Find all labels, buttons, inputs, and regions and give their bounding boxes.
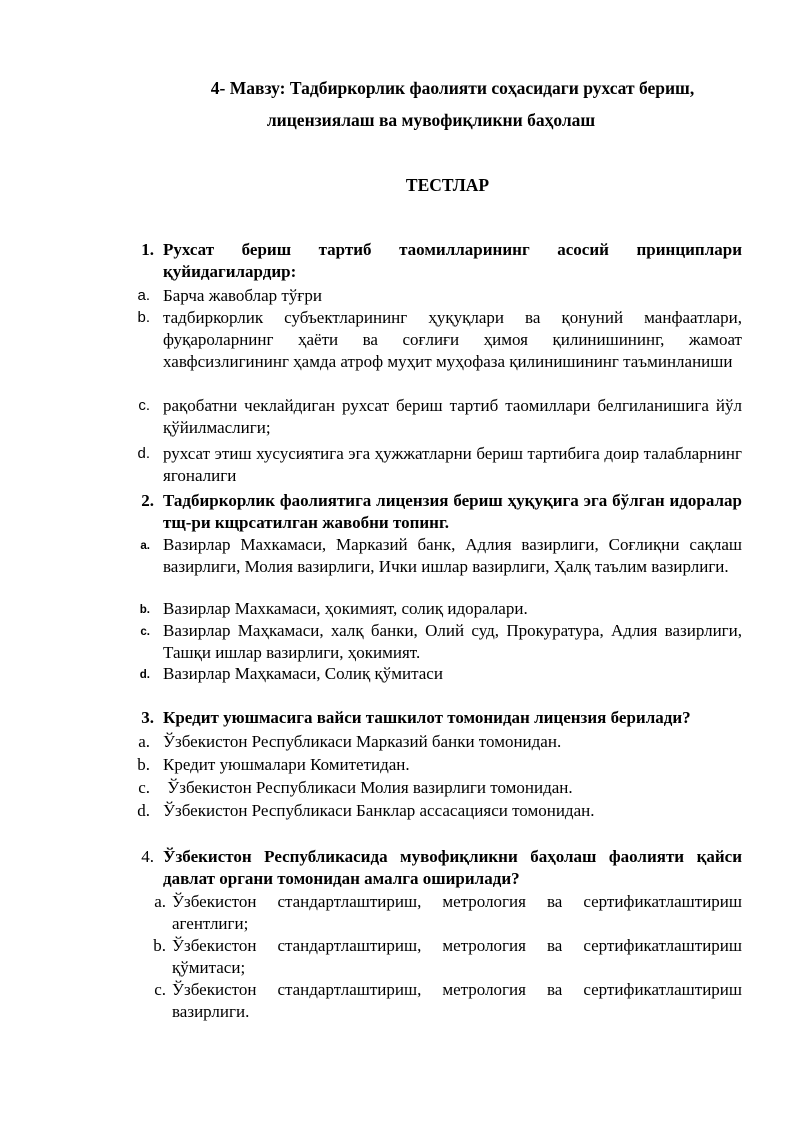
option-label: b. bbox=[137, 309, 150, 326]
document-title-line-2: лицензиялаш ва мувофиқликни баҳолаш bbox=[266, 110, 596, 130]
section-heading: ТЕСТЛАР bbox=[405, 175, 490, 195]
option-label: b. bbox=[137, 755, 150, 774]
option-label: c. bbox=[140, 626, 150, 638]
option-label: d. bbox=[139, 669, 150, 681]
question-number: 1. bbox=[141, 240, 154, 259]
option-label: b. bbox=[139, 604, 150, 616]
option-text: Ўзбекистон стандартлаштириш, метрология ва сертификатлаштириш вазирлиги. bbox=[172, 980, 742, 1021]
option-label: b. bbox=[153, 936, 166, 955]
question-text: Тадбиркорлик фаолиятига лицензия бериш ҳуқуқига эга бўлган идоралар тщ-ри кщрсатилган жавобни топинг. bbox=[163, 491, 742, 532]
option-text: Вазирлар Махкамаси, ҳокимият, солиқ идоралари. bbox=[163, 599, 528, 618]
option-label: d. bbox=[137, 801, 150, 820]
option-text: Вазирлар Маҳкамаси, Солиқ қўмитаси bbox=[163, 664, 443, 683]
option-text: Вазирлар Маҳкамаси, халқ банки, Олий суд, Прокуратура, Адлия вазирлиги, Ташқи ишлар вазирлиги, ҳокимият. bbox=[163, 621, 742, 662]
option-text: Ўзбекистон стандартлаштириш, метрология ва сертификатлаштириш агентлиги; bbox=[172, 892, 742, 933]
question-number: 2. bbox=[141, 491, 154, 510]
question-text: Кредит уюшмасига вайси ташкилот томонидан лицензия берилади? bbox=[163, 708, 691, 727]
option-text: Кредит уюшмалари Комитетидан. bbox=[163, 755, 410, 774]
option-text: Ўзбекистон Республикаси Марказий банки томонидан. bbox=[163, 732, 562, 751]
option-label: a. bbox=[138, 732, 150, 751]
option-text: Барча жавоблар тўғри bbox=[163, 286, 322, 305]
option-text: рухсат этиш хусусиятига эга ҳужжатларни бериш тартибига доир талабларнинг ягоналиги bbox=[163, 444, 742, 485]
option-label: c. bbox=[138, 397, 150, 414]
question-number: 3. bbox=[141, 708, 154, 727]
question-text: Рухсат бериш тартиб таомилларининг асосий принциплари қуйидагилардир: bbox=[163, 240, 742, 281]
option-label: a. bbox=[137, 287, 150, 304]
option-label: a. bbox=[140, 540, 150, 552]
question-number: 4. bbox=[141, 847, 154, 866]
option-label: c. bbox=[138, 778, 150, 797]
option-text: Ўзбекистон стандартлаштириш, метрология ва сертификатлаштириш қўмитаси; bbox=[172, 936, 742, 977]
option-text: рақобатни чеклайдиган рухсат бериш тартиб таомиллари белгиланишига йўл қўйилмаслиги; bbox=[163, 396, 742, 437]
option-text: Вазирлар Махкамаси, Марказий банк, Адлия вазирлиги, Соғлиқни сақлаш вазирлиги, Молия вазирлиги, Ички ишлар вазирлиги, Ҳалқ таълим вазирлиги. bbox=[163, 535, 742, 576]
option-text: Ўзбекистон Республикаси Банклар ассасацияси томонидан. bbox=[163, 801, 595, 820]
option-label: d. bbox=[137, 445, 150, 462]
option-label: c. bbox=[154, 980, 166, 999]
option-label: a. bbox=[154, 892, 166, 911]
document-title-line-1: 4- Мавзу: Тадбиркорлик фаолияти соҳасидаги рухсат бериш, bbox=[210, 78, 695, 98]
option-text: Ўзбекистон Республикаси Молия вазирлиги томонидан. bbox=[163, 778, 573, 797]
question-text: Ўзбекистон Республикасида мувофиқликни баҳолаш фаолияти қайси давлат органи томонидан амалга оширилади? bbox=[163, 847, 742, 888]
option-text: тадбиркорлик субъектларининг ҳуқуқлари ва қонуний манфаатлари, фуқароларнинг ҳаёти ва соғлиғи ҳимоя қилинишининг, жамоат хавфсизлигининг ҳамда атроф муҳит муҳофаза қилинишининг таъминланиши bbox=[163, 308, 742, 371]
